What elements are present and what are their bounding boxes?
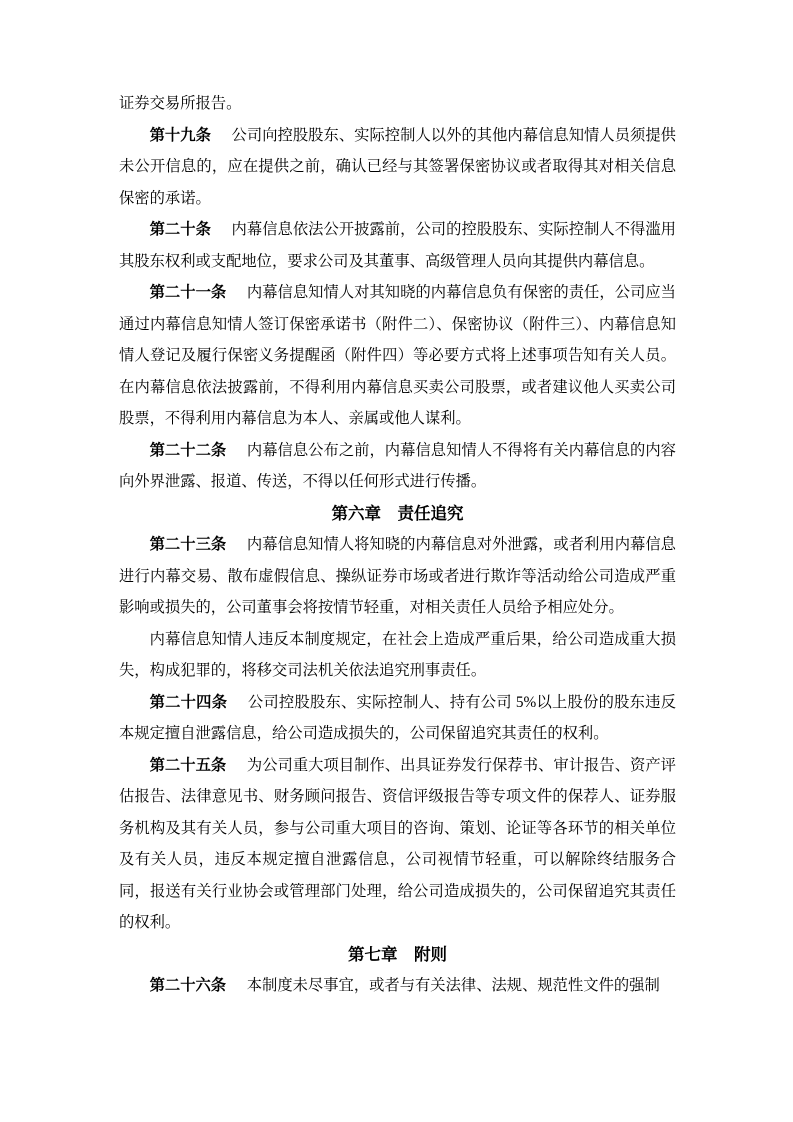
paragraph — [119, 970, 676, 1002]
paragraph-text: 内幕信息依法公开披露前，公司的控股股东、实际控制人不得滥用其股东权利或支配地位，要求公司及其董事、高级管理人员向其提供内幕信息。 — [119, 221, 676, 270]
paragraph — [119, 624, 676, 687]
paragraph-text: 公司控股股东、实际控制人、持有公司 5%以上股份的股东违反本规定擅自泄露信息，给公司造成损失的，公司保留追究其责任的权利。 — [119, 693, 676, 742]
document-content — [119, 88, 676, 1002]
article-number: 第二十四条 — [149, 693, 228, 711]
paragraph — [119, 529, 676, 624]
article-number: 第二十六条 — [149, 977, 227, 994]
article-number: 第二十三条 — [149, 536, 227, 553]
paragraph — [119, 88, 676, 120]
chapter-heading: 第七章 附则 — [348, 944, 447, 964]
paragraph — [119, 277, 676, 435]
article-number: 第二十一条 — [149, 284, 227, 301]
article-number: 第十九条 — [149, 126, 211, 144]
paragraph-text: 内幕信息公布之前，内幕信息知情人不得将有关内幕信息的内容向外界泄露、报道、传送，不得以任何形式进行传播。 — [119, 441, 676, 490]
paragraph-text: 公司向控股股东、实际控制人以外的其他内幕信息知情人员须提供未公开信息的，应在提供之前，确认已经与其签署保密协议或者取得其对相关信息保密的承诺。 — [119, 126, 676, 207]
paragraph — [119, 750, 676, 939]
paragraph — [119, 120, 676, 215]
article-number: 第二十条 — [149, 221, 211, 238]
paragraph-text: 内幕信息知情人将知晓的内幕信息对外泄露，或者利用内幕信息进行内幕交易、散布虚假信息、操纵证券市场或者进行欺诈等活动给公司造成严重影响或损失的，公司董事会将按情节轻重，对相关责任人员给予相应处分。 — [119, 536, 676, 616]
article-number: 第二十五条 — [149, 756, 227, 774]
paragraph-text: 本制度未尽事宜，或者与有关法律、法规、规范性文件的强制 — [246, 977, 660, 994]
paragraph-text: 内幕信息知情人违反本制度规定，在社会上造成严重后果，给公司造成重大损失，构成犯罪的，将移交司法机关依法追究刑事责任。 — [119, 630, 676, 679]
paragraph — [119, 214, 676, 277]
paragraph-text: 证券交易所报告。 — [119, 95, 242, 112]
article-number: 第二十二条 — [149, 441, 227, 459]
paragraph — [119, 435, 676, 498]
paragraph-text: 内幕信息知情人对其知晓的内幕信息负有保密的责任，公司应当通过内幕信息知情人签订保密承诺书（附件二）、保密协议（附件三）、内幕信息知情人登记及履行保密义务提醒函（附件四）等必要方式将上述事项告知有关人员。在内幕信息依法披露前，不得利用内幕信息买卖公司股票，或者建议他人买卖公司股票，不得利用内幕信息为本人、亲属或他人谋利。 — [119, 284, 676, 427]
paragraph-text: 为公司重大项目制作、出具证券发行保荐书、审计报告、资产评估报告、法律意见书、财务顾问报告、资信评级报告等专项文件的保荐人、证券服务机构及其有关人员，参与公司重大项目的咨询、策划、论证等各环节的相关单位及有关人员，违反本规定擅自泄露信息，公司视情节轻重，可以解除终结服务合同，报送有关行业协会或管理部门处理，给公司造成损失的，公司保留追究其责任的权利。 — [119, 756, 676, 931]
chapter-heading: 第六章 责任追究 — [331, 503, 464, 523]
paragraph — [119, 687, 676, 750]
